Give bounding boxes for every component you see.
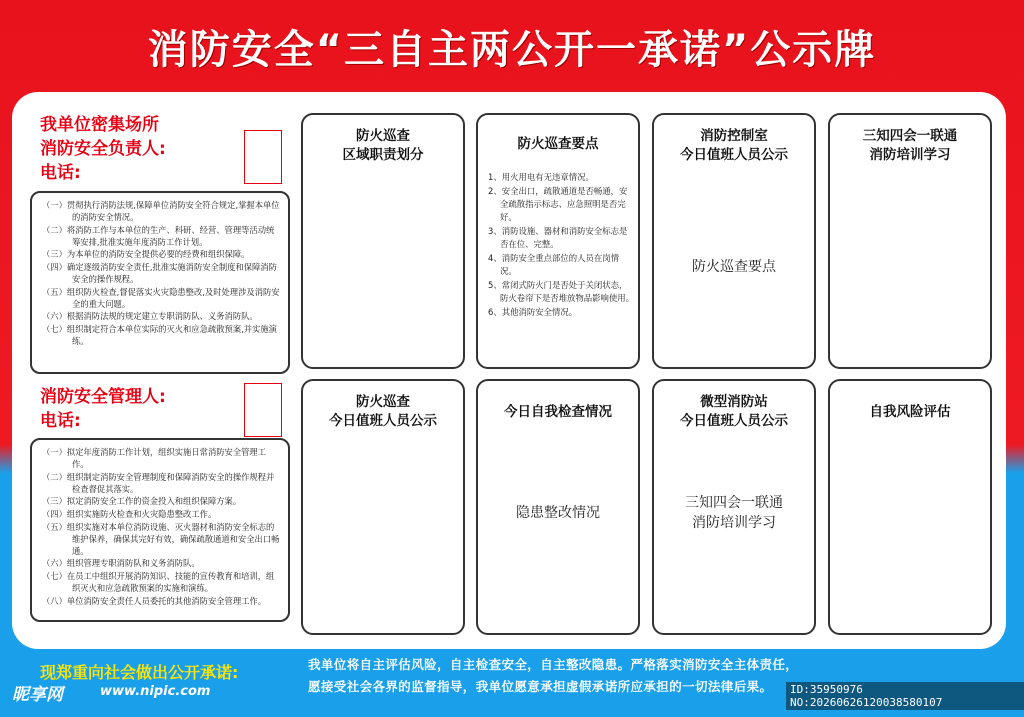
card-title: [478, 135, 638, 154]
list-item: 6、其他消防安全情况。: [488, 307, 578, 317]
card-control-room-duty: [652, 113, 816, 369]
watermark-logo: 昵享网: [12, 685, 63, 705]
duty-item: （四）组织实施防火检查和火灾隐患整改工作。: [42, 508, 217, 519]
responsible-person-heading: [40, 113, 166, 185]
safety-manager-heading: [40, 385, 166, 433]
card-body-line: 隐患整改情况: [516, 505, 600, 521]
list-item: 2、安全出口，疏散通道是否畅通，安全疏散指示标志、应急照明是否完好。: [488, 186, 628, 222]
duty-item: （五）组织实施对本单位消防设施、灭火器材和消防安全标志的维护保养，确保其完好有效，确保疏散通道和安全出口畅通。: [42, 521, 280, 556]
card-title-line: 今日值班人员公示: [680, 413, 788, 429]
pledge-lead: 现郑重向社会做出公开承诺:: [40, 663, 239, 682]
card-title: [830, 403, 990, 422]
page-title: 消防安全“三自主两公开一承诺”公示牌: [147, 27, 877, 73]
card-patrol-duty: [301, 379, 465, 635]
card-risk-assessment: [828, 379, 992, 635]
card-title-line: 微型消防站: [700, 394, 768, 410]
duty-item: （三）为本单位的消防安全提供必要的经费和组织保障。: [42, 249, 250, 260]
list-item: 3、消防设施、器材和消防安全标志是否在位、完整。: [488, 226, 628, 249]
card-patrol-zones: [301, 113, 465, 369]
duty-item: （三）拟定消防安全工作的资金投入和组织保障方案。: [42, 496, 242, 507]
duty-item: （四）确定逐级消防安全责任,批准实施消防安全制度和保障消防安全的操作规程。: [42, 261, 277, 285]
duty-item: （六）组织管理专职消防队和义务消防队。: [42, 558, 200, 569]
card-body-line: 防火巡查要点: [692, 259, 776, 275]
card-title: [830, 127, 990, 165]
pledge-line: 我单位将自主评估风险，自主检查安全，自主整改隐患。严格落实消防安全主体责任，: [308, 657, 799, 672]
list-item: 5、常闭式防火门是否处于关闭状态，防火卷帘下是否堆放物品影响使用。: [488, 280, 634, 303]
card-title: [303, 127, 463, 165]
card-title: [654, 127, 814, 165]
card-body: [478, 503, 638, 523]
patrol-points-list: [488, 171, 634, 320]
card-title-line: 防火巡查要点: [517, 136, 599, 152]
card-body: [654, 493, 814, 533]
photo-frame: [244, 383, 282, 437]
card-title-line: 自我风险评估: [869, 404, 951, 420]
watermark-url: www.nipic.com: [100, 684, 211, 699]
heading-line: 我单位密集场所: [40, 115, 159, 135]
duty-item: （七）在员工中组织开展消防知识、技能的宣传教育和培训，组织灭火和应急疏散预案的实施和演练。: [42, 570, 275, 594]
card-title-line: 消防培训学习: [869, 147, 951, 163]
duty-item: （七）组织制定符合本单位实际的灭火和应急疏散预案,并实施演练。: [42, 323, 277, 347]
card-training: [828, 113, 992, 369]
duty-item: （二）将消防工作与本单位的生产、科研、经营、管理等活动统筹安排,批准实施年度消防工作计划。: [42, 224, 275, 247]
watermark-id: ID:35950976 NO:20260626120038580107: [786, 682, 1024, 710]
duty-item: （八）单位消防安全责任人员委托的其他消防安全管理工作。: [42, 595, 267, 606]
card-mini-fire-station: [652, 379, 816, 635]
card-body: [654, 257, 814, 277]
photo-frame: [244, 130, 282, 184]
heading-line: 消防安全负责人:: [40, 139, 166, 159]
list-item: 4、消防安全重点部位的人员在岗情况。: [488, 253, 619, 276]
card-title: [303, 393, 463, 431]
list-item: 1、用火用电有无违章情况。: [488, 172, 594, 182]
heading-line: 消防安全管理人:: [40, 387, 166, 407]
duty-item: （一）拟定年度消防工作计划，组织实施日常消防安全管理工作。: [42, 447, 267, 470]
duty-item: （二）组织制定消防安全管理制度和保障消防安全的操作规程并检查督促其落实。: [42, 471, 275, 494]
card-title: [478, 403, 638, 422]
duty-item: （一）贯彻执行消防法规,保障单位消防安全符合规定,掌握本单位的消防安全情况。: [42, 200, 280, 223]
heading-line: 电话:: [40, 163, 81, 183]
card-title-line: 今日值班人员公示: [329, 413, 437, 429]
card-title-line: 今日自我检查情况: [504, 404, 612, 420]
card-title: [654, 393, 814, 431]
card-title-line: 防火巡查: [356, 394, 410, 410]
duty-item: （六）根据消防法规的规定建立专职消防队、义务消防队。: [42, 311, 258, 322]
card-body-line: 三知四会一联通: [685, 495, 783, 511]
duty-item: （五）组织防火检查,督促落实火灾隐患整改,及时处理涉及消防安全的重大问题。: [42, 286, 280, 309]
card-title-line: 防火巡查: [356, 128, 410, 144]
card-title-line: 消防控制室: [700, 128, 768, 144]
heading-line: 电话:: [40, 411, 81, 431]
card-title-line: 今日值班人员公示: [680, 147, 788, 163]
card-patrol-points: [476, 113, 640, 369]
card-title-line: 区域职责划分: [342, 147, 424, 163]
card-self-inspection: [476, 379, 640, 635]
pledge-line: 愿接受社会各界的监督指导，我单位愿意承担虚假承诺所应承担的一切法律后果。: [308, 679, 773, 694]
responsible-person-duties: [30, 191, 290, 374]
card-body-line: 消防培训学习: [692, 515, 776, 531]
card-title-line: 三知四会一联通: [862, 128, 958, 144]
safety-manager-duties: [30, 438, 290, 622]
